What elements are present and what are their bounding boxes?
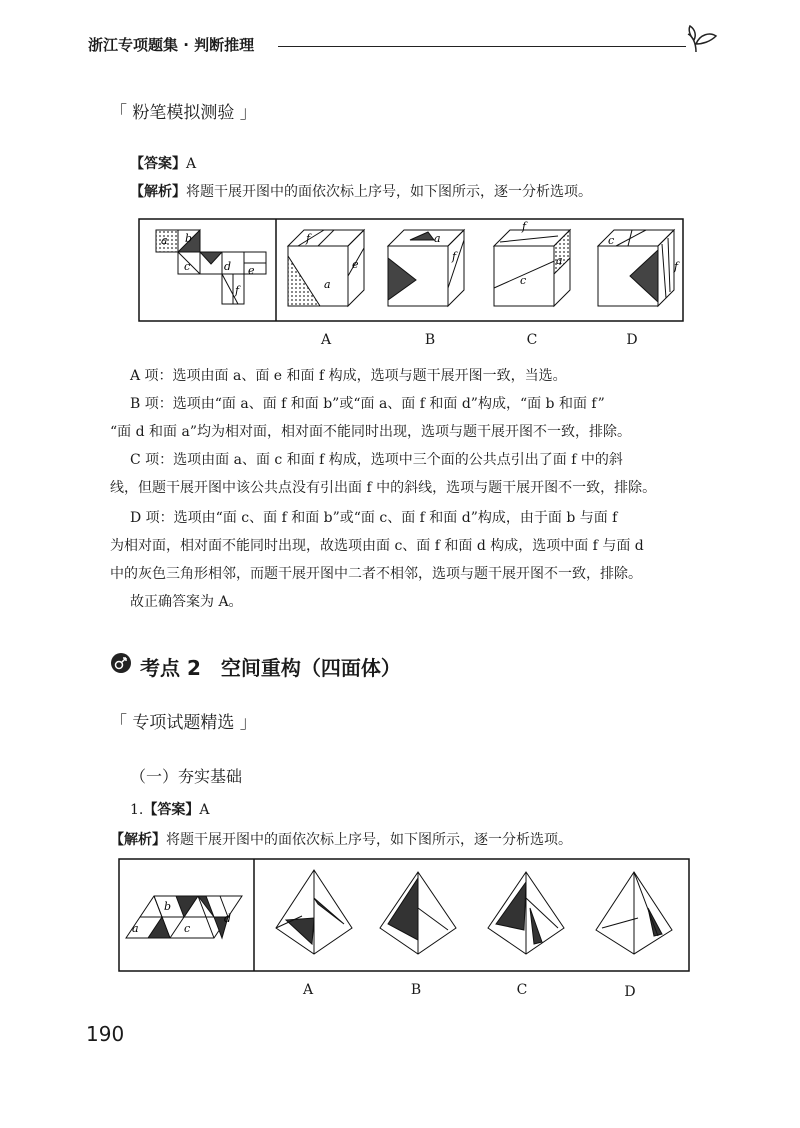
q1-paragraph-2: B 项：选项由“面 a、面 f 和面 b”或“面 a、面 f 和面 d”构成，“面 b 和面 f”	[130, 396, 605, 412]
q1-opt-b-label-a: a	[434, 232, 441, 245]
q1-opt-d-label-f: f	[674, 260, 679, 273]
q1-net-label-a: a	[161, 234, 168, 247]
q1-opt-c-label-a: a	[556, 254, 563, 267]
q1-analysis-label: 【解析】	[130, 184, 186, 200]
q2-answer-label: 【答案】	[143, 802, 200, 818]
q1-opt-a-label-e: e	[352, 258, 359, 271]
q1-paragraph-6: D 项：选项由“面 c、面 f 和面 b”或“面 c、面 f 和面 d”构成，由于面 b 与面 f	[130, 510, 618, 526]
q1-answer-label: 【答案】	[130, 156, 186, 172]
q1-paragraph-3: “面 d 和面 a”均为相对面，相对面不能同时出现，选项与题干展开图不一致，排除。	[110, 424, 631, 440]
q1-option-label-a: A	[320, 332, 332, 348]
q1-net-label-b: b	[185, 232, 193, 245]
q1-paragraph-8: 中的灰色三角形相邻，而题干展开图中二者不相邻，选项与题干展开图不一致，排除。	[110, 566, 642, 582]
q1-option-b-cube	[388, 230, 464, 306]
q1-option-c-cube	[494, 230, 570, 306]
q1-option-label-b: B	[424, 332, 436, 348]
subsection-title-basics: （一）夯实基础	[130, 767, 243, 786]
kaodian-bullet-icon	[110, 652, 132, 674]
page-number: 190	[86, 1022, 125, 1046]
q1-net-label-d: d	[224, 260, 232, 273]
q1-paragraph-5: 线，但题干展开图中该公共点没有引出面 f 中的斜线，选项与题干展开图不一致，排除。	[110, 480, 657, 496]
q1-option-label-d: D	[626, 332, 638, 348]
q1-net-label-f: f	[235, 284, 240, 297]
q2-option-b-tetra	[380, 872, 456, 954]
q1-opt-c-label-c: c	[520, 274, 527, 287]
q1-paragraph-1: A 项：选项由面 a、面 e 和面 f 构成，选项与题干展开图一致，当选。	[130, 368, 567, 384]
q1-answer-line	[130, 152, 196, 176]
sprout-icon	[686, 24, 720, 54]
q2-net-label-d: d	[224, 912, 232, 925]
q1-opt-d-label-c: c	[608, 234, 615, 247]
q1-paragraph-9: 故正确答案为 A。	[130, 594, 243, 610]
q2-option-label-b: B	[410, 982, 422, 998]
q2-analysis-text: 将题干展开图中的面依次标上序号，如下图所示，逐一分析选项。	[166, 832, 572, 848]
q2-net-label-a: a	[132, 922, 139, 935]
q2-option-c-tetra	[488, 872, 564, 954]
section-title-selected-questions: 「 专项试题精选 」	[110, 713, 257, 733]
q1-opt-a-label-a: a	[324, 278, 331, 291]
kaodian-title: 考点 2 空间重构（四面体）	[140, 656, 401, 680]
section-title-mock-test: 「 粉笔模拟测验 」	[110, 103, 257, 123]
header-title: 浙江专项题集 · 判断推理	[88, 36, 255, 54]
q1-opt-b-label-f: f	[452, 250, 457, 263]
q2-analysis-label: 【解析】	[110, 832, 166, 848]
q2-net-label-c: c	[184, 922, 191, 935]
q1-net-label-e: e	[248, 264, 255, 277]
q2-option-a-tetra	[276, 870, 352, 954]
q1-opt-c-label-f: f	[522, 220, 527, 233]
q2-net-label-b: b	[164, 900, 172, 913]
q2-option-label-a: A	[302, 982, 314, 998]
header-rule	[278, 46, 686, 47]
q2-number: 1.	[130, 802, 144, 818]
q1-cube-figure	[138, 218, 684, 322]
q2-option-label-d: D	[624, 984, 636, 1000]
q1-paragraph-7: 为相对面，相对面不能同时出现，故选项由面 c、面 f 和面 d 构成，选项中面 f 与面 d	[110, 538, 644, 554]
q1-analysis-line	[130, 180, 592, 204]
q2-answer-line	[130, 798, 209, 822]
q1-analysis-text: 将题干展开图中的面依次标上序号，如下图所示，逐一分析选项。	[186, 184, 592, 200]
q1-answer-value: A	[186, 156, 197, 172]
q2-option-label-c: C	[516, 982, 528, 998]
q2-answer-value: A	[199, 802, 210, 818]
q1-opt-a-label-f: f	[306, 232, 311, 245]
q2-tetrahedron-figure	[118, 858, 690, 972]
q2-analysis-line	[110, 828, 572, 852]
q1-paragraph-4: C 项：选项由面 a、面 c 和面 f 构成，选项中三个面的公共点引出了面 f 中的斜	[130, 452, 623, 468]
q1-net-label-c: c	[184, 260, 191, 273]
q2-option-d-tetra	[596, 872, 672, 954]
q1-option-label-c: C	[526, 332, 538, 348]
